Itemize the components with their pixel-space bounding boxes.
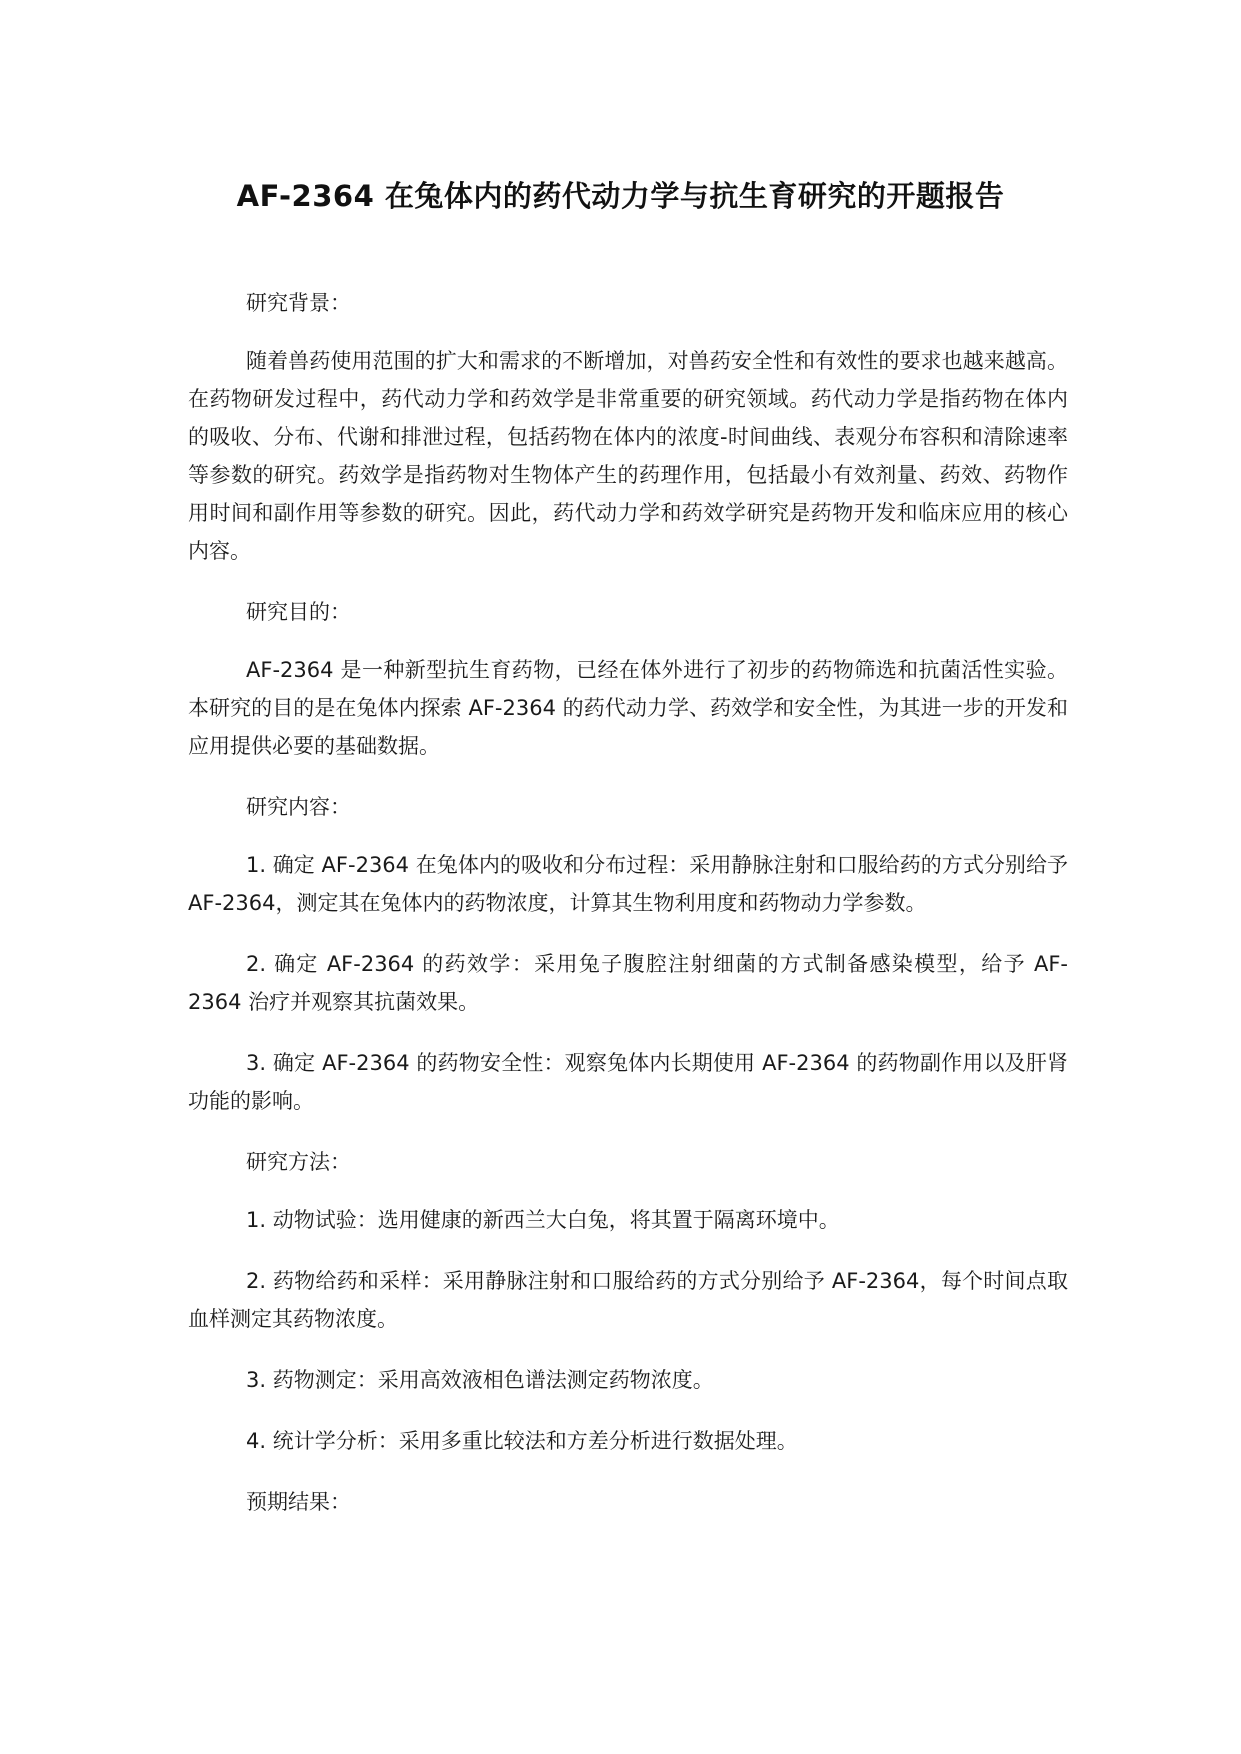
method-item-2: 2. 药物给药和采样：采用静脉注射和口服给药的方式分别给予 AF-2364，每个时间点取血样测定其药物浓度。 (188, 1269, 1068, 1331)
method-item-4: 4. 统计学分析：采用多重比较法和方差分析进行数据处理。 (246, 1429, 798, 1453)
method-item-1: 1. 动物试验：选用健康的新西兰大白兔，将其置于隔离环境中。 (246, 1208, 840, 1232)
content-item-2: 2. 确定 AF-2364 的药效学：采用兔子腹腔注射细菌的方式制备感染模型，给予 AF-2364 治疗并观察其抗菌效果。 (188, 952, 1068, 1014)
content-item-3: 3. 确定 AF-2364 的药物安全性：观察兔体内长期使用 AF-2364 的药物副作用以及肝肾功能的影响。 (188, 1051, 1068, 1113)
section-heading-methods: 研究方法： (246, 1150, 351, 1174)
content-item-1: 1. 确定 AF-2364 在兔体内的吸收和分布过程：采用静脉注射和口服给药的方式分别给予 AF-2364，测定其在兔体内的药物浓度，计算其生物利用度和药物动力学参数。 (188, 853, 1068, 915)
section-heading-background: 研究背景： (246, 291, 351, 315)
section-heading-purpose: 研究目的： (246, 600, 351, 624)
background-paragraph: 随着兽药使用范围的扩大和需求的不断增加，对兽药安全性和有效性的要求也越来越高。在药物研发过程中，药代动力学和药效学是非常重要的研究领域。药代动力学是指药物在体内的吸收、分布、代谢和排泄过程，包括药物在体内的浓度-时间曲线、表观分布容积和清除速率等参数的研究。药效学是指药物对生物体产生的药理作用，包括最小有效剂量、药效、药物作用时间和副作用等参数的研究。因此，药代动力学和药效学研究是药物开发和临床应用的核心内容。 (188, 349, 1068, 563)
document-body (188, 284, 1068, 1541)
method-item-3: 3. 药物测定：采用高效液相色谱法测定药物浓度。 (246, 1368, 714, 1392)
section-heading-content: 研究内容： (246, 795, 351, 819)
section-heading-expected: 预期结果： (246, 1490, 351, 1514)
document-title: AF-2364 在兔体内的药代动力学与抗生育研究的开题报告 (236, 179, 1005, 213)
purpose-paragraph: AF-2364 是一种新型抗生育药物，已经在体外进行了初步的药物筛选和抗菌活性实验。本研究的目的是在兔体内探索 AF-2364 的药代动力学、药效学和安全性，为其进一步的开发和应用提供必要的基础数据。 (188, 658, 1068, 758)
